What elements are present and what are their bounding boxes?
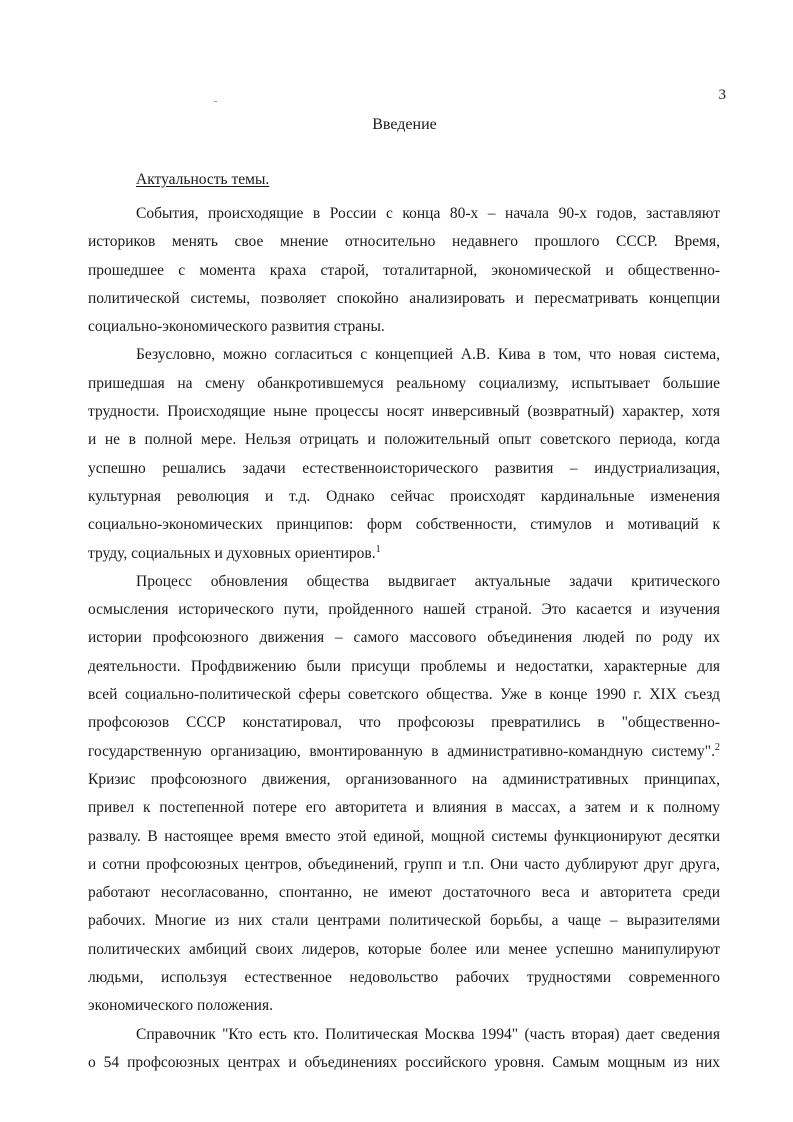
text-line: осмысления исторического пути, пройденного нашей страной. Это касается и изучения (88, 601, 720, 619)
text-line-with-footnote (88, 540, 720, 568)
paragraph-3 (88, 568, 720, 1021)
text-line: и сотни профсоюзных центров, объединений, групп и т.п. Они часто дублируют друг друга, (88, 855, 720, 873)
text-line: о 54 профсоюзных центрах и объединениях российского уровня. Самым мощным из них (88, 1053, 720, 1071)
text-line: успешно решались задачи естественноисторического развития – индустриализация, (88, 459, 720, 477)
text-line-with-footnote (88, 738, 720, 766)
text-line: привел к постепенной потере его авторитета и влияния в массах, а затем и к полному (88, 799, 720, 817)
text-line: профсоюзов СССР констатировал, что профсоюзы превратились в "общественно- (88, 714, 720, 732)
text-line: политических амбиций своих лидеров, которые более или менее успешно манипулируют (88, 940, 720, 958)
text-line: всей социально-политической сферы советского общества. Уже в конце 1990 г. XIX съезд (88, 686, 720, 704)
page-number: 3 (718, 87, 726, 103)
text-line: Процесс обновления общества выдвигает актуальные задачи критического (136, 572, 720, 590)
footnote-ref-1[interactable]: 1 (375, 543, 381, 555)
text-line: социально-экономического развития страны. (88, 318, 385, 336)
paragraph-4 (88, 1021, 720, 1078)
text-line: Безусловно, можно согласиться с концепцией А.В. Кива в том, что новая система, (136, 346, 720, 364)
text-line: и не в полной мере. Нельзя отрицать и положительный опыт советского периода, когда (88, 431, 720, 449)
text-line: работают несогласованно, спонтанно, не имеют достаточного веса и авторитета среди (88, 884, 720, 902)
text-line: истории профсоюзного движения – самого массового объединения людей по роду их (88, 629, 720, 647)
text-line: экономического положения. (88, 997, 273, 1015)
paragraph-2 (88, 341, 720, 567)
text-line: прошедшее с момента краха старой, тоталитарной, экономической и общественно- (88, 261, 720, 279)
footnote-ref-2[interactable]: 2 (715, 741, 720, 753)
text-line: деятельности. Профдвижению были присущи проблемы и недостатки, характерные для (88, 657, 720, 675)
text-line: историков менять свое мнение относительно недавнего прошлого СССР. Время, (88, 233, 720, 251)
text-line: трудности. Происходящие ныне процессы носят инверсивный (возвратный) характер, хотя (88, 403, 720, 421)
text-line: труду, социальных и духовных ориентиров. (88, 544, 376, 562)
section-heading: Актуальность темы. (136, 171, 270, 188)
text-line: Справочник "Кто есть кто. Политическая Москва 1994" (часть вторая) дает сведения (136, 1025, 720, 1043)
text-line: людьми, используя естественное недовольство рабочих трудностями современного (88, 969, 720, 987)
text-line: политической системы, позволяет спокойно анализировать и пересматривать концепции (88, 289, 720, 307)
text-line: События, происходящие в России с конца 80-х – начала 90-х годов, заставляют (136, 205, 720, 222)
text-line: рабочих. Многие из них стали центрами политической борьбы, а чаще – выразителями (88, 912, 720, 930)
text-line: развалу. В настоящее время вместо этой единой, мощной системы функционируют десятки (88, 827, 720, 845)
text-line: пришедшая на смену обанкротившемуся реальному социализму, испытывает большие (88, 374, 720, 392)
scan-mark: - (214, 96, 218, 107)
text-line: Кризис профсоюзного движения, организованного на административных принципах, (88, 770, 720, 788)
text-line: социально-экономических принципов: форм собственности, стимулов и мотиваций к (88, 516, 720, 534)
body-text (88, 200, 720, 1077)
paragraph-1 (88, 200, 720, 341)
text-line: государственную организацию, вмонтированную в административно-командную систему". (88, 742, 715, 760)
text-line: культурная революция и т.д. Однако сейчас происходят кардинальные изменения (88, 487, 720, 505)
page-title: Введение (372, 116, 437, 133)
